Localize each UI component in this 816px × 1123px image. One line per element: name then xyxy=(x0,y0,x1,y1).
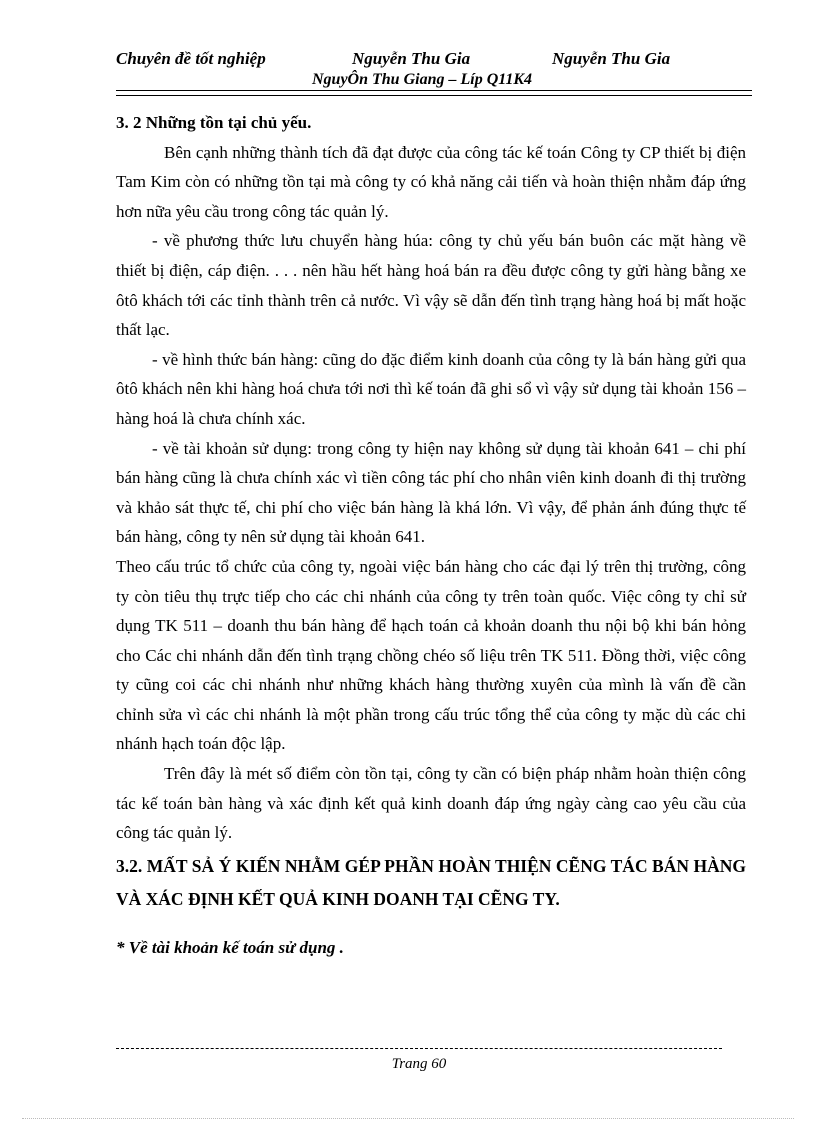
body-paragraph: - về tài khoản sử dụng: trong công ty hiện nay không sử dụng tài khoản 641 – chi phí bán hàng cũng là chưa chính xác vì tiền công tác phí cho nhân viên kinh doanh đi thị trường và khảo sát thực tế, chi phí cho việc bán hàng là khá lớn. Vì vậy, để phản ánh đúng thực tế bán hàng, công ty nên sử dụng tài khoản 641. xyxy=(116,438,746,547)
subsection-heading: * Về tài khoản kế toán sử dụng . xyxy=(116,938,344,958)
header-line-1 xyxy=(116,48,752,70)
page-body xyxy=(116,108,746,963)
body-paragraph: - về phương thức lưu chuyển hàng húa: công ty chủ yếu bán buôn các mặt hàng về thiết bị điện, cáp điện. . . . nên hầu hết hàng hoá bán ra đều được công ty gửi hàng bằng xe ôtô khách tới các tỉnh thành trên cả nước. Vì vậy sẽ dẫn đến tình trạng hàng hoá bị mất hoặc thất lạc. xyxy=(116,231,746,340)
page-number: Trang 60 xyxy=(391,1056,447,1072)
header-author-class: NguyÔn Thu Giang – Líp Q11K4 xyxy=(312,71,533,88)
section-title: 3. 2 Những tồn tại chủ yếu. xyxy=(116,113,312,132)
body-paragraph: Bên cạnh những thành tích đã đạt được của công tác kế toán Công ty CP thiết bị điện Tam Kim còn có những tồn tại mà công ty có khả năng cải tiến và hoàn thiện nhằm đáp ứng hơn nữa yêu cầu trong công tác quản lý. xyxy=(116,142,746,221)
header-author-name: Nguyễn Thu Gia xyxy=(352,49,471,68)
page-header xyxy=(116,48,752,90)
footer-divider xyxy=(116,1048,722,1049)
header-document-type: Chuyên đề tốt nghiệp xyxy=(116,49,266,68)
body-paragraph: Trên đây là mét số điểm còn tồn tại, công ty cần có biện pháp nhằm hoàn thiện công tác kế toán bàn hàng và xác định kết quả kinh doanh đáp ứng ngày càng cao yêu cầu của công tác quản lý. xyxy=(116,764,746,843)
body-paragraph: - về hình thức bán hàng: cũng do đặc điểm kinh doanh của công ty là bán hàng gửi qua ôtô khách nên khi hàng hoá chưa tới nơi thì kế toán đã ghi sổ vì vậy sử dụng tài khoản 156 – hàng hoá là chưa chính xác. xyxy=(116,349,746,428)
header-divider xyxy=(116,90,752,96)
body-paragraph: Theo cấu trúc tổ chức của công ty, ngoài việc bán hàng cho các đại lý trên thị trường, công ty còn tiêu thụ trực tiếp cho các chi nhánh của công ty trên toàn quốc. Việc công ty chỉ sử dụng TK 511 – doanh thu bán hàng để hạch toán cả khoản doanh thu nội bộ khi bán hỏng cho Các chi nhánh dẫn đến tình trạng chồng chéo số liệu trên TK 511. Đồng thời, việc công ty cũng coi các chi nhánh như những khách hàng thường xuyên của mình là vấn đề cần chỉnh sửa vì các chi nhánh là một phần trong cấu trúc tổng thể của công ty mặc dù các chi nhánh hạch toán độc lập. xyxy=(116,556,746,754)
section-heading: 3.2. MẤT SẢ Ý KIẾN NHẰM GÉP PHẦN HOÀN THIỆN CẼNG TÁC BÁN HÀNG VÀ XÁC ĐỊNH KẾT QUẢ KINH DOANH TẠI CẼNG TY. xyxy=(116,855,746,909)
header-author-name-repeat: Nguyễn Thu Gia xyxy=(552,49,671,68)
page-bottom-edge xyxy=(22,1118,794,1119)
